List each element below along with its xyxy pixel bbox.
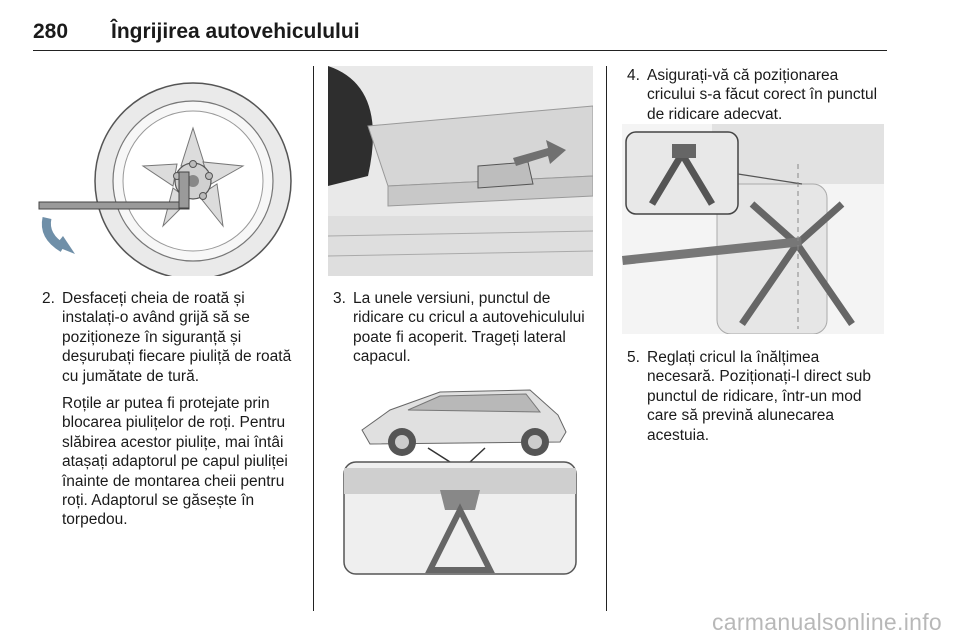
step-2 bbox=[42, 289, 304, 530]
step-text: La unele versiuni, punctul de ridicare cu cricul a autovehiculului poate fi acoperit. Trageți lateral capacul. bbox=[353, 290, 585, 366]
column-divider-1 bbox=[313, 66, 314, 611]
step-number: 5. bbox=[627, 349, 640, 366]
step-3 bbox=[333, 289, 598, 367]
page-number: 280 bbox=[33, 20, 69, 43]
step-number: 2. bbox=[42, 290, 55, 307]
step-text: Desfaceți cheia de roată și instalați-o având grijă să se poziționeze în siguranță și deșurubați fiecare piuliță de roată cu jumătate de tură. bbox=[62, 290, 292, 385]
step-text: Reglați cricul la înălțimea necesară. Poziționați-l direct sub punctul de ridicare, într-un mod care să prevină alunecarea acestuia. bbox=[647, 349, 872, 444]
jacking-point-cover-figure bbox=[328, 66, 593, 276]
scissor-jack-illustration bbox=[622, 124, 884, 334]
step-number: 3. bbox=[333, 290, 346, 307]
car-jacking-point-figure bbox=[330, 370, 590, 578]
wheel-wrench-figure bbox=[33, 66, 298, 276]
scissor-jack-figure bbox=[622, 124, 884, 334]
step-text: Asigurați-vă că poziționarea cricului s-a făcut corect în punctul de ridicare adecvat. bbox=[647, 67, 878, 123]
car-jacking-point-illustration bbox=[330, 370, 590, 578]
step-4 bbox=[627, 66, 889, 124]
wheel-wrench-illustration bbox=[33, 66, 298, 276]
step-number: 4. bbox=[627, 67, 640, 84]
watermark: carmanualsonline.info bbox=[711, 609, 942, 635]
chapter-title: Îngrijirea autovehiculului bbox=[111, 20, 360, 43]
column-divider-2 bbox=[606, 66, 607, 611]
step-note: Roțile ar putea fi protejate prin blocarea piulițelor de roți. Pentru slăbirea acestor piulițe, mai întâi atașați adaptorul pe capul piuliței înainte de montarea cheii pentru roți. Adaptorul se găsește în torpedou. bbox=[62, 395, 288, 529]
page-header bbox=[33, 14, 887, 51]
jacking-point-cover-illustration bbox=[328, 66, 593, 276]
step-5 bbox=[627, 348, 889, 445]
